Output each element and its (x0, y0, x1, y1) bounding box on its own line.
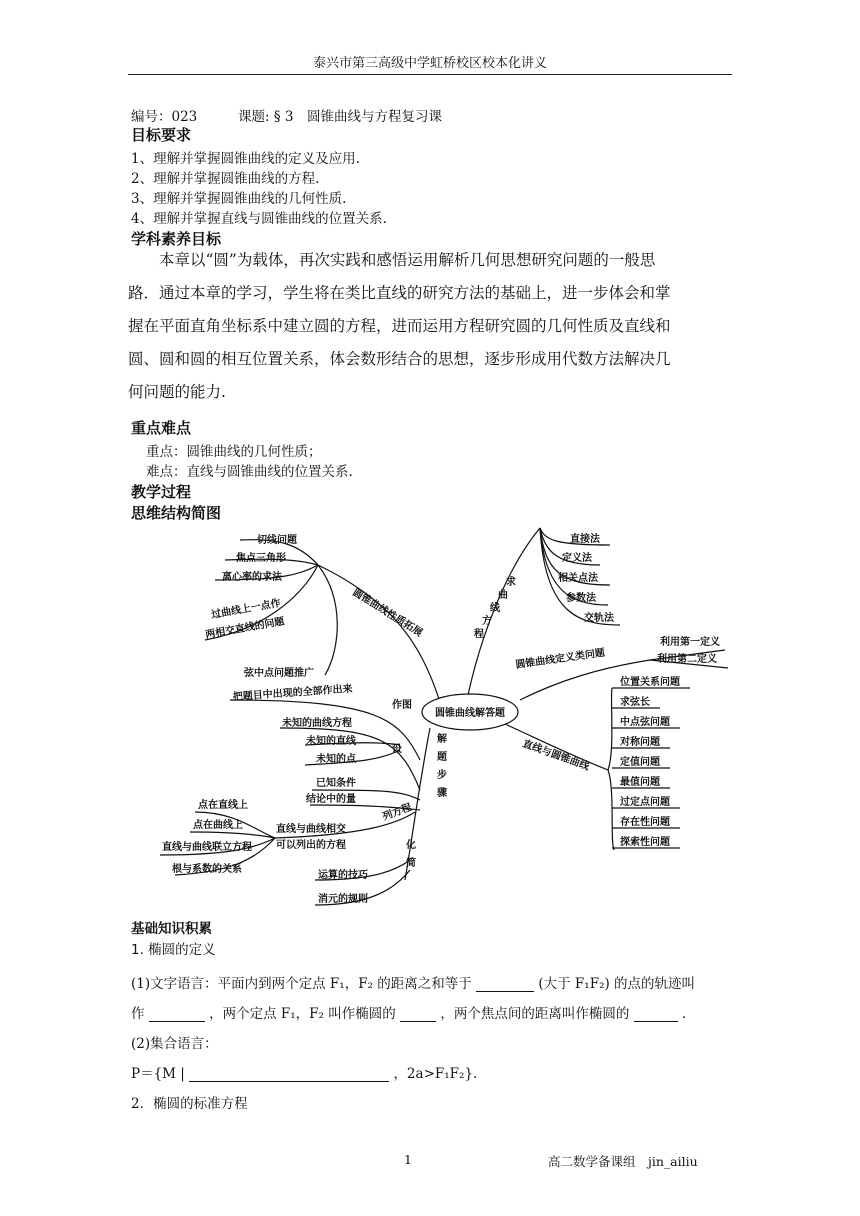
branch-method-char: 程 (474, 629, 484, 640)
answer-blank[interactable] (476, 991, 534, 992)
line-item: 存在性问题 (620, 817, 670, 828)
basics-line-3: (2)集合语言： (131, 1036, 218, 1052)
property-item: 离心率的求法 (222, 572, 282, 583)
branch-steps-char: 解 (437, 734, 447, 745)
line-item: 定值问题 (620, 757, 660, 768)
footer-group: 高二数学备课组 jin_ailiu (548, 1154, 698, 1169)
process-heading: 教学过程 (131, 483, 192, 501)
basics-line-4 (131, 1062, 477, 1082)
branch-steps-char: 步 (437, 770, 447, 781)
method-item: 相关点法 (558, 573, 598, 584)
draw-item: 把题目中出现的全部作出来 (232, 683, 353, 703)
mindmap-center-label: 圆锥曲线解答题 (435, 708, 505, 719)
basics-text: . (681, 1006, 687, 1022)
goal-item: 3、理解并掌握圆锥曲线的几何性质. (131, 191, 347, 207)
basics-line-2 (131, 1002, 686, 1022)
goal-item: 4、理解并掌握直线与圆锥曲线的位置关系. (131, 211, 387, 227)
goal-item: 1、理解并掌握圆锥曲线的定义及应用. (131, 151, 360, 167)
lesson-topic: 课题: § 3 圆锥曲线与方程复习课 (238, 109, 442, 125)
equation-item: 已知条件 (316, 778, 356, 789)
line-item: 最值问题 (620, 777, 660, 788)
goal-item: 2、理解并掌握圆锥曲线的方程. (131, 171, 320, 187)
literacy-line: 圆、圆和圆的相互位置关系，体会数形结合的思想，逐步形成用代数方法解决几 (128, 350, 671, 368)
equation-sub-item: 根与系数的关系 (172, 864, 242, 875)
branch-steps-char: 题 (437, 752, 447, 763)
method-item: 定义法 (562, 553, 592, 564)
literacy-heading: 学科素养目标 (131, 230, 222, 248)
answer-blank[interactable] (189, 1081, 389, 1082)
definition-item: 利用第二定义 (657, 654, 717, 665)
step-equation-label: 列方程 (381, 802, 414, 823)
basics-text: ，2a>F₁F₂}. (393, 1066, 478, 1082)
set-item: 未知的点 (316, 754, 356, 765)
difficulty-point: 难点：直线与圆锥曲线的位置关系. (146, 464, 353, 480)
lesson-code: 编号：023 (131, 109, 198, 125)
line-item: 过定点问题 (620, 797, 670, 808)
basics-heading: 基础知识积累 (131, 921, 212, 937)
set-item: 未知的曲线方程 (282, 718, 352, 729)
branch-method-char: 方 (482, 616, 492, 627)
page-number: 1 (404, 1152, 412, 1167)
basics-text: ，两个焦点间的距离叫作椭圆的 (440, 1006, 630, 1022)
line-item: 求弦长 (620, 697, 650, 708)
line-item: 位置关系问题 (620, 677, 680, 688)
line-item: 对称问题 (620, 737, 660, 748)
branch-definition-label: 圆锥曲线定义类问题 (514, 647, 606, 671)
basics-text: (大于 F₁F₂) 的点的轨迹叫 (538, 976, 696, 992)
definition-item: 利用第一定义 (660, 637, 720, 648)
answer-blank[interactable] (400, 1021, 436, 1022)
literacy-line: 握在平面直角坐标系中建立圆的方程，进而运用方程研究圆的几何性质及直线和 (128, 317, 671, 335)
equation-sub-item: 直线与曲线联立方程 (162, 842, 252, 853)
branch-method-char: 线 (490, 603, 500, 614)
goals-heading: 目标要求 (131, 126, 192, 144)
step-set-label: 设 (392, 744, 402, 755)
equation-item: 可以列出的方程 (276, 840, 346, 851)
property-item: 两相交直线的问题 (204, 616, 286, 641)
branch-steps-char: 骤 (437, 788, 447, 799)
method-item: 交轨法 (584, 613, 614, 624)
property-item: 切线问题 (257, 535, 297, 546)
simplify-item: 运算的技巧 (318, 870, 368, 881)
property-item: 焦点三角形 (236, 553, 286, 564)
branch-method-char: 求 (506, 577, 516, 588)
mindmap-heading: 思维结构简图 (131, 504, 222, 522)
basics-line-1 (131, 972, 695, 992)
property-item: 过曲线上一点作 (210, 597, 282, 621)
answer-blank[interactable] (634, 1021, 678, 1022)
step-simplify-char: 简 (406, 858, 416, 869)
branch-line-label: 直线与圆锥曲线 (520, 738, 591, 773)
equation-item: 直线与曲线相交 (276, 824, 346, 835)
basics-subheading: 1. 椭圆的定义 (131, 942, 216, 958)
method-item: 直接法 (570, 534, 600, 545)
basics-text: P＝{M | (131, 1066, 185, 1082)
literacy-line: 何问题的能力. (128, 383, 226, 401)
basics-text: ，两个定点 F₁，F₂ 叫作椭圆的 (209, 1006, 396, 1022)
step-simplify-char: 化 (406, 840, 416, 851)
key-point: 重点：圆锥曲线的几何性质； (146, 444, 322, 460)
equation-item: 结论中的量 (306, 794, 356, 805)
keypoints-heading: 重点难点 (131, 419, 192, 437)
line-item: 探索性问题 (620, 837, 670, 848)
page-header: 泰兴市第三高级中学虹桥校区校本化讲义 (312, 56, 547, 71)
branch-property-label: 圆锥曲线性质拓展 (350, 587, 425, 639)
basics-subheading-2: 2．椭圆的标准方程 (131, 1096, 248, 1112)
simplify-item: 消元的规则 (318, 894, 368, 905)
step-draw-label: 作图 (392, 700, 412, 711)
basics-text: (1)文字语言：平面内到两个定点 F₁，F₂ 的距离之和等于 (131, 976, 472, 992)
literacy-line: 本章以“圆”为载体，再次实践和感悟运用解析几何思想研究问题的一般思 (159, 251, 656, 269)
equation-sub-item: 点在曲线上 (193, 820, 243, 831)
property-item: 弦中点问题推广 (244, 668, 314, 679)
literacy-line: 路．通过本章的学习，学生将在类比直线的研究方法的基础上，进一步体会和掌 (128, 284, 671, 302)
answer-blank[interactable] (149, 1021, 205, 1022)
basics-text: 作 (131, 1006, 145, 1022)
line-item: 中点弦问题 (620, 717, 670, 728)
method-item: 参数法 (566, 593, 596, 604)
set-item: 未知的直线 (306, 736, 356, 747)
branch-method-char: 曲 (498, 590, 508, 601)
equation-sub-item: 点在直线上 (198, 800, 248, 811)
